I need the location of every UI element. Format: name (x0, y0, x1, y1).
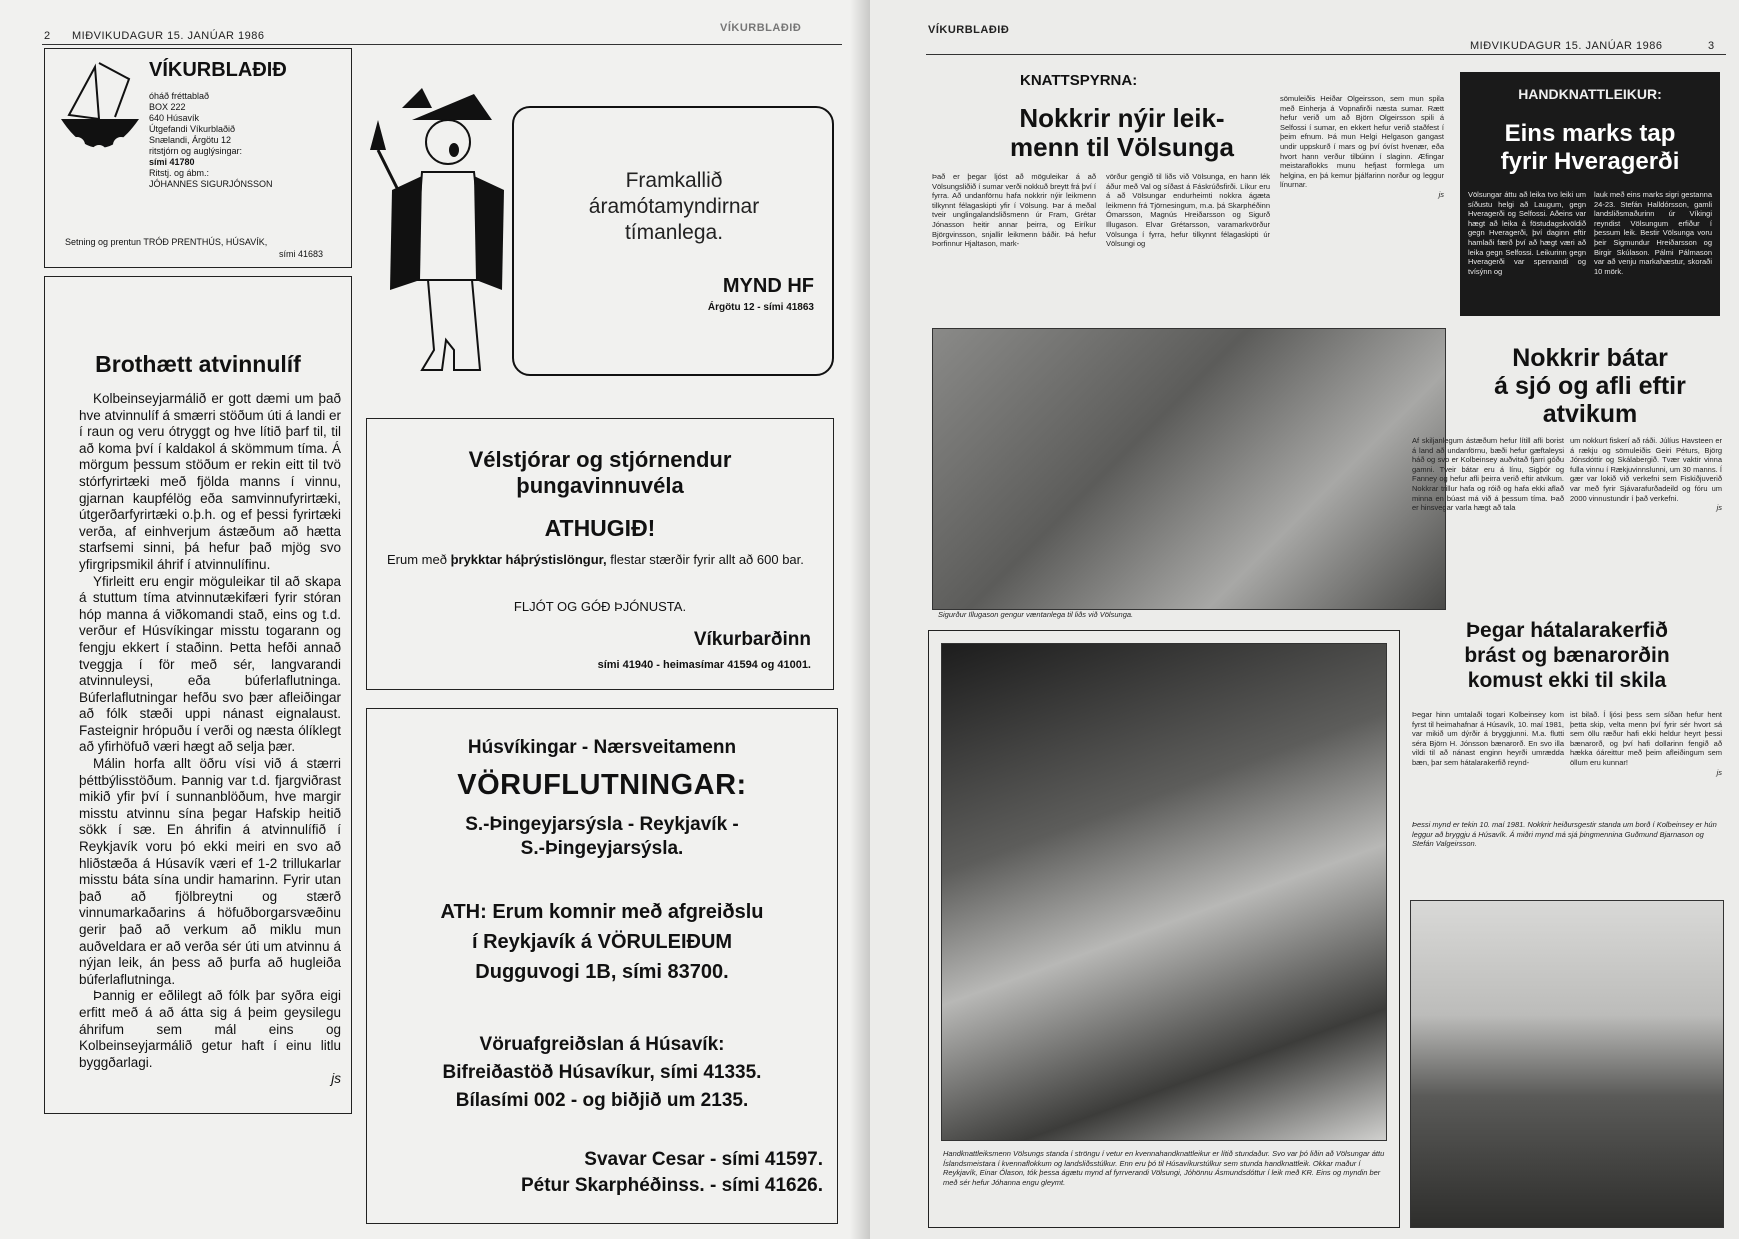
hand-col1: Völsungar áttu að leika tvo leiki um síðustu helgi að Laugum, gegn Hveragerði og Selfossi. Aðeins var hægt að leika á föstudagskvöldið gegn Hveragerði, því daginn eftir hamlaði færð því að hægt væri að leika gegn Selfossi. Leikurinn gegn Hveragerði var spennandi og tvísýnn og (1468, 190, 1586, 276)
ad-vik-company: Víkurbarðinn (693, 629, 811, 650)
ad-vik-attn: ATHUGIÐ! (544, 515, 656, 541)
left-page-date: MIÐVIKUDAGUR 15. JANÚAR 1986 (72, 30, 265, 42)
right-page-paper-name: VÍKURBLAÐIÐ (928, 24, 1010, 36)
soccer-photo (932, 328, 1446, 610)
ad-vor-route: S.-Þingeyjarsýsla - Reykjavík - S.-Þingeyjarsýsla. (465, 814, 739, 859)
ad-vik-text: Erum með þrykktar háþrýstislöngur, flestar stærðir fyrir allt að 600 bar. (387, 552, 804, 567)
hand-box (1460, 72, 1720, 316)
editorial-box (44, 276, 352, 1114)
ad-mynd-address: Árgötu 12 - sími 41863 (707, 302, 814, 313)
ad-mynd-hf (362, 80, 840, 380)
knatt-caption: Sigurður Illugason gengur væntanlega til liðs við Völsunga. (938, 610, 1134, 619)
knatt-col1: Það er þegar ljóst að möguleikar á að Völsungsliðið í sumar verði nokkuð breytt frá því í fyrra. Að undanförnu hafa nokkrir nýir leikmenn tilkynnt félagaskipti yfir í Völsung. Þar á meðal tveir unglingalandsliðsmenn úr Fram, Grétar Jónasson heitir annar þeirra, og Eiríkur Björgvinsson, snjallir leikmenn báðir. Þá hefur Þorfinnur Hjaltason, mark- (932, 172, 1096, 249)
masthead-printing-phone: sími 41683 (279, 249, 324, 259)
ad-vor-l2: VÖRUFLUTNINGAR: (457, 769, 747, 801)
knatt-kicker: KNATTSPYRNA: (1020, 72, 1138, 89)
header-rule (42, 44, 842, 45)
knatt-title: Nokkrir nýir leik- menn til Völsunga (1010, 103, 1234, 162)
ad-vor-l1: Húsvíkingar - Nærsveitamenn (467, 737, 737, 758)
editorial-body: Kolbeinseyjarmálið er gott dæmi um það hve atvinnulíf á smærri stöðum úti á landi er í raun og veru ótryggt og hve lítið þarf til, til að koma því í kaldakol á skömmum tíma. Á mörgum þessum stöðum er rekin eitt til tvö stórfyrirtæki með fjölda manns í vinnu, gjarnan kaupfélög eða samvinnufyrirtæki, útgerðarfyrirtæki o.þ.h. og ef þessi fyrirtæki verða, af einhverjum ástæðum að hætta starfsemi sinni, þá hefur það mjög svo yfirgripsmikil áhrif í atvinnulífinu. Yfirleitt eru engir möguleikar til að skapa á stuttum tíma atvinnutækifæri fyrir stóran hóp manna á viðkomandi stað, eins og t.d. verður ef Húsvíkingar misstu togarann og fengju ekkert í staðinn. Þetta hefði annað tveggja í för með sér, langvarandi atvinnuleysi, eða búferlaflutninga. Búferlaflutningar hefðu svo þær afleiðingar að fólk stæði uppi nánast eignalaust. Fasteignir hrópuðu í verði og næsta ólíklegt að yfirhöfuð væri hægt að selja þær. Málin horfa allt öðru vísi við á stærri þéttbýlisstöðum. Þannig var t.d. fjargviðrast mikið yfir því í sunnanblöðum, hve margir misstu atvinnu sína þegar Hafskip heitið sökk í sæ. En áhrifin á atvinnulífið í Reykjavík voru þó ekki meiri en svo að hliðstæða á Húsavík væri ef 1-2 trillukarlar misstu báta sína undir hamarinn. Fyrir utan það að fjölbreytni og stærð vinnumarkaðarins á höfuðborgarsvæðinu gerir það að verkum að miklu mun auðveldara er að verða sér úti um atvinnu á nýjan leik, án þess að þurfa að hugleiða búferlaflutninga. Þannig er eðlilegt að fólk þar syðra eigi erfitt með á að átta sig á þeim geysilegu áhrifum sem mál eins og Kolbeinseyjarmálið getur haft í einu litlu byggðarlagi. js (79, 391, 341, 1087)
masthead-details: óháð fréttablað BOX 222 640 Húsavík Útgefandi Víkurblaðið Snælandi, Árgötu 12 ritstjórn og auglýsingar: sími 41780 Ritstj. og ábm.: JÓHANNES SIGURJÓNSSON (149, 91, 273, 189)
bael-caption: Þessi mynd er tekin 10. maí 1981. Nokkrir heiðursgestir standa um borð í Kolbeinsey er hún leggur að bryggju á Húsavík. Á miðri mynd má sjá þingmennina Guðmund Bjarnason og Stefán Valgeirsson. (1412, 820, 1717, 848)
handball-photo (941, 643, 1387, 1141)
ad-vik-title: Vélstjórar og stjórnendur þungavinnuvéla (468, 447, 732, 498)
bael-title: Þegar hátalarakerfið brást og bænarorðin komust ekki til skila (1464, 619, 1670, 692)
ad-vor-contacts: Svavar Cesar - sími 41597. Pétur Skarphéðinss. - sími 41626. (520, 1149, 823, 1196)
left-page-number: 2 (44, 30, 51, 42)
town-crier-illustration-icon (362, 80, 522, 380)
handball-caption: Handknattleiksmenn Völsungs standa í ströngu í vetur en kvennahandknattleikur er lítið stundaður. Svo var þó liðin að Völsungar áttu Íslandsmeistara í kvennaflokkum og landsliðsstúlkur. Enn eru þó til Húsavíkurstúlkur sem stunda handknattleik. Okkar maður í Reykjavík, Einar Ólason, tók þessa ágætu mynd af fyrrverandi Völsungi, Jóhönnu Ásmundsdóttur í leik með KR. Eins og myndin ber með sér hefur Jóhanna engu gleymt. (943, 1149, 1385, 1187)
ad-vikurbardinn (366, 418, 834, 690)
masthead-printing: Setning og prentun TRÓÐ PRENTHÚS, HÚSAVÍK, (65, 237, 268, 247)
ship-ceremony-photo (1410, 900, 1724, 1228)
right-page-date: MIÐVIKUDAGUR 15. JANÚAR 1986 (1470, 40, 1663, 52)
header-rule-right (926, 54, 1726, 55)
bael-col1: Þegar hinn umtalaði togari Kolbeinsey kom fyrst til heimahafnar á Húsavík, 10. maí 1981, var mikið um dýrðir á bryggjunni. M.a. flutti séra Björn H. Jónsson bænarorð. En svo illa vildi til að nánast enginn heyrði umrædda bæn, þar sem hátalarakerfið reynd- (1412, 710, 1564, 767)
knatt-col2: vörður gengið til liðs við Völsunga, en hann lék áður með Val og síðast á Fáskrúðsfirði. Líkur eru á að Völsungar endurheimti nokkra ágæta leikmenn frá Tjörnesingum, m.a. þá Skarphéðinn Ómarsson, Magnús Hreiðarsson og Sigurð Illugason. Elvar Grétarsson, varamarkvörður Völsunga í fyrra, hefur tilkynnt félagaskipti úr Völsungi og (1106, 172, 1270, 249)
ad-mynd-company: MYND HF (722, 275, 814, 297)
handball-photo-box (928, 630, 1400, 1228)
ad-voruflutningar (366, 708, 838, 1224)
batar-col1: Af skiljanlegum ástæðum hefur lítill afli borist á land að undanförnu, bæði hefur gæftaleysi háð og svo er Kolbeinsey auðvitað fjarri góðu gamni. Tveir bátar eru á línu, Sigþór og Fanney og hefur afli þeirra verið eftir atvikum. Nokkrar trillur hafa og róið og hafa ekki aflað minna en búast má við á þessum tíma. Það er hinsvegar varla hægt að tala (1412, 436, 1564, 513)
batar-col2: um nokkurt fiskerí að ráði. Júlíus Havsteen er á rækju og sömuleiðis Geiri Péturs, Björg Jónsdóttir og Skálabergið. Tvær vaktir vinna fulla vinnu í Rækjuvinnslunni, um 30 manns. Í gær var lokið við verkefni sem Fiskiðjuverið var með fyrir Sjávarafurðadeild og fóru um 2000 vinnustundir í það verkefni. js (1570, 436, 1722, 513)
hand-col2: lauk með eins marks sigri gestanna 24-23. Stefán Halldórsson, gamli landsliðsmaðurinn úr Víkingi reyndist Völsungum erfiður í þessum leik. Bestir Völsunga voru þeir Sigmundur Hreiðarsson og Birgir Skúlason. Pálmi Pálmason var að venju markahæstur, skoraði 10 mörk. (1594, 190, 1712, 276)
ad-vik-service: FLJÓT OG GÓÐ ÞJÓNUSTA. (513, 599, 687, 614)
viking-ship-logo-icon (55, 59, 143, 179)
left-page (0, 0, 866, 1239)
masthead-title: VÍKURBLAÐIÐ (149, 59, 287, 81)
knatt-col3: sömuleiðis Heiðar Olgeirsson, sem mun spila með Einherja á Vopnafirði næsta sumar. Rætt hefur verið um að Björn Olgeirsson spili á Selfossi í sumar, en ekkert hefur verið staðfest í þeim efnum. Þá mun Helgi Helgason gangast undir uppskurð í mars og því óvíst hvenær, eða hvort hann verður tilbúinn í slaginn. Æfingar meistaraflokks munu hefjast formlega um helgina, en þá kemur þjálfarinn norður og leggur línurnar. js (1280, 94, 1444, 199)
batar-title: Nokkrir bátar á sjó og afli eftir atvikum (1494, 344, 1686, 428)
bael-col2: ist bilað. Í ljósi þess sem síðan hefur hent þetta skip, velta menn því fyrir sér hvort sá sem öllu ræður hafi ekki heldur heyrt þessi bænarorð, og því hafi dollarinn fengið að hækka óáreittur með þeim afleiðingum sem öllum eru kunnar! js (1570, 710, 1722, 777)
masthead-box (44, 48, 352, 268)
left-page-paper-name: VÍKURBLAÐIÐ (720, 22, 802, 34)
editorial-title: Brothætt atvinnulíf (95, 351, 301, 377)
ad-vik-phones: sími 41940 - heimasímar 41594 og 41001. (597, 659, 811, 671)
ad-vor-rvk: ATH: Erum komnir með afgreiðslu í Reykjavík á VÖRULEIÐUM Dugguvogi 1B, sími 83700. (440, 901, 764, 983)
hand-title: Eins marks tap fyrir Hveragerði (1500, 120, 1680, 175)
ad-vor-husavik: Vöruafgreiðslan á Húsavík: Bifreiðastöð Húsavíkur, sími 41335. Bílasími 002 - og biðjið um 2135. (442, 1034, 762, 1111)
right-page (870, 0, 1739, 1239)
right-page-number: 3 (1708, 40, 1715, 52)
hand-kicker: HANDKNATTLEIKUR: (1518, 86, 1662, 102)
ad-mynd-text: Framkallið áramótamyndirnar tímanlega. (588, 169, 760, 244)
